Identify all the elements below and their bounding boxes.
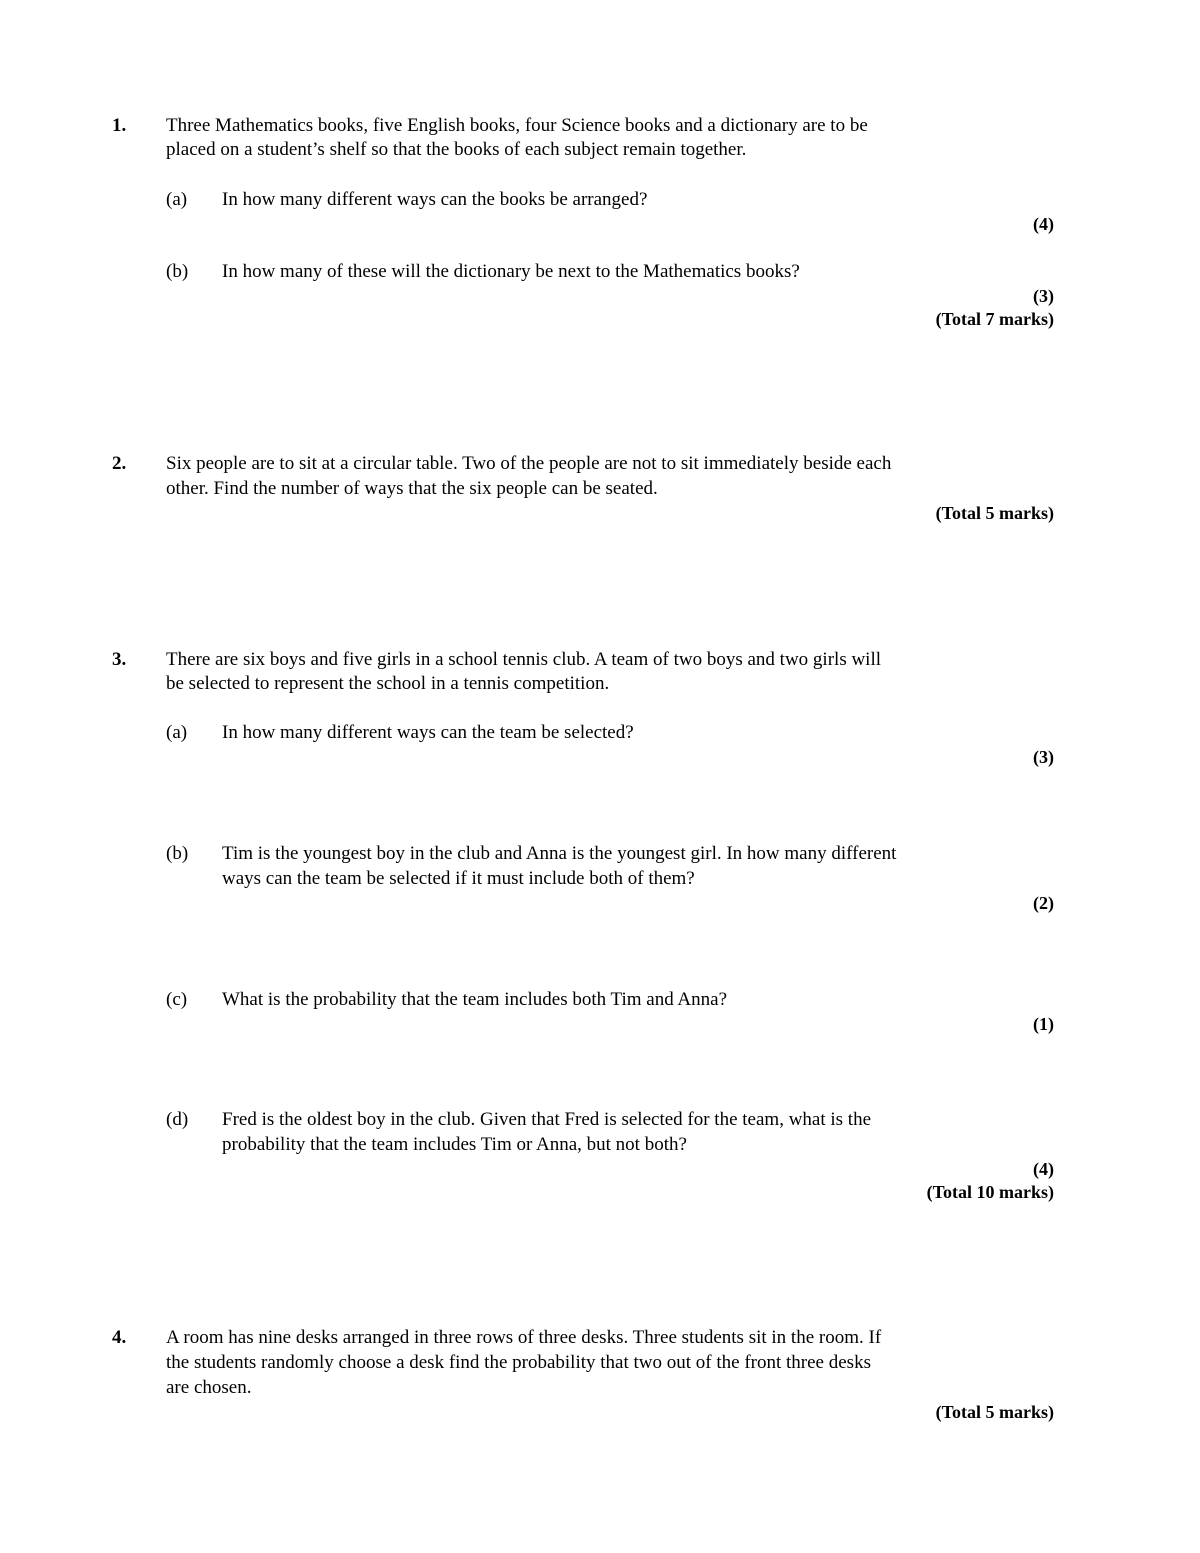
part-label: (b) bbox=[166, 843, 189, 864]
part-text-line: What is the probability that the team includes both Tim and Anna? bbox=[222, 989, 728, 1010]
part-text-line: In how many different ways can the books be arranged? bbox=[222, 189, 648, 210]
part-marks: (3) bbox=[1033, 286, 1054, 306]
question-text-line: Three Mathematics books, five English books, four Science books and a dictionary are to be bbox=[166, 115, 868, 136]
part-text-line: Tim is the youngest boy in the club and Anna is the youngest girl. In how many different bbox=[222, 843, 897, 864]
total-marks: (Total 10 marks) bbox=[926, 1182, 1054, 1202]
question-number: 2. bbox=[112, 453, 127, 474]
part-text-line: probability that the team includes Tim or Anna, but not both? bbox=[222, 1134, 687, 1155]
part-label: (a) bbox=[166, 189, 188, 210]
part-label: (c) bbox=[166, 989, 188, 1010]
part-label: (b) bbox=[166, 261, 189, 282]
part-marks: (1) bbox=[1033, 1014, 1054, 1034]
part-marks: (3) bbox=[1033, 747, 1054, 767]
part-label: (a) bbox=[166, 722, 188, 743]
question-text-line: Six people are to sit at a circular table. Two of the people are not to sit immediately beside each bbox=[166, 453, 892, 474]
part-text-line: Fred is the oldest boy in the club. Given that Fred is selected for the team, what is the bbox=[222, 1109, 872, 1130]
question-text-line: placed on a student’s shelf so that the books of each subject remain together. bbox=[166, 139, 747, 160]
part-marks: (2) bbox=[1033, 893, 1054, 913]
question-number: 4. bbox=[112, 1327, 127, 1348]
question-text-line: are chosen. bbox=[166, 1377, 252, 1398]
part-text-line: In how many different ways can the team be selected? bbox=[222, 722, 634, 743]
total-marks: (Total 5 marks) bbox=[935, 1402, 1054, 1422]
question-text-line: other. Find the number of ways that the six people can be seated. bbox=[166, 478, 658, 499]
question-text-line: A room has nine desks arranged in three rows of three desks. Three students sit in the room. If bbox=[166, 1327, 882, 1348]
part-marks: (4) bbox=[1033, 1159, 1054, 1179]
question-text-line: There are six boys and five girls in a school tennis club. A team of two boys and two girls will bbox=[166, 649, 882, 670]
question-text-line: be selected to represent the school in a tennis competition. bbox=[166, 673, 610, 694]
total-marks: (Total 5 marks) bbox=[935, 503, 1054, 523]
question-text-line: the students randomly choose a desk find the probability that two out of the front three desks bbox=[166, 1352, 871, 1373]
part-text-line: ways can the team be selected if it must include both of them? bbox=[222, 868, 695, 889]
question-number: 3. bbox=[112, 649, 127, 670]
total-marks: (Total 7 marks) bbox=[935, 309, 1054, 329]
question-number: 1. bbox=[112, 115, 127, 136]
part-label: (d) bbox=[166, 1109, 189, 1130]
part-text-line: In how many of these will the dictionary be next to the Mathematics books? bbox=[222, 261, 800, 282]
part-marks: (4) bbox=[1033, 214, 1054, 234]
